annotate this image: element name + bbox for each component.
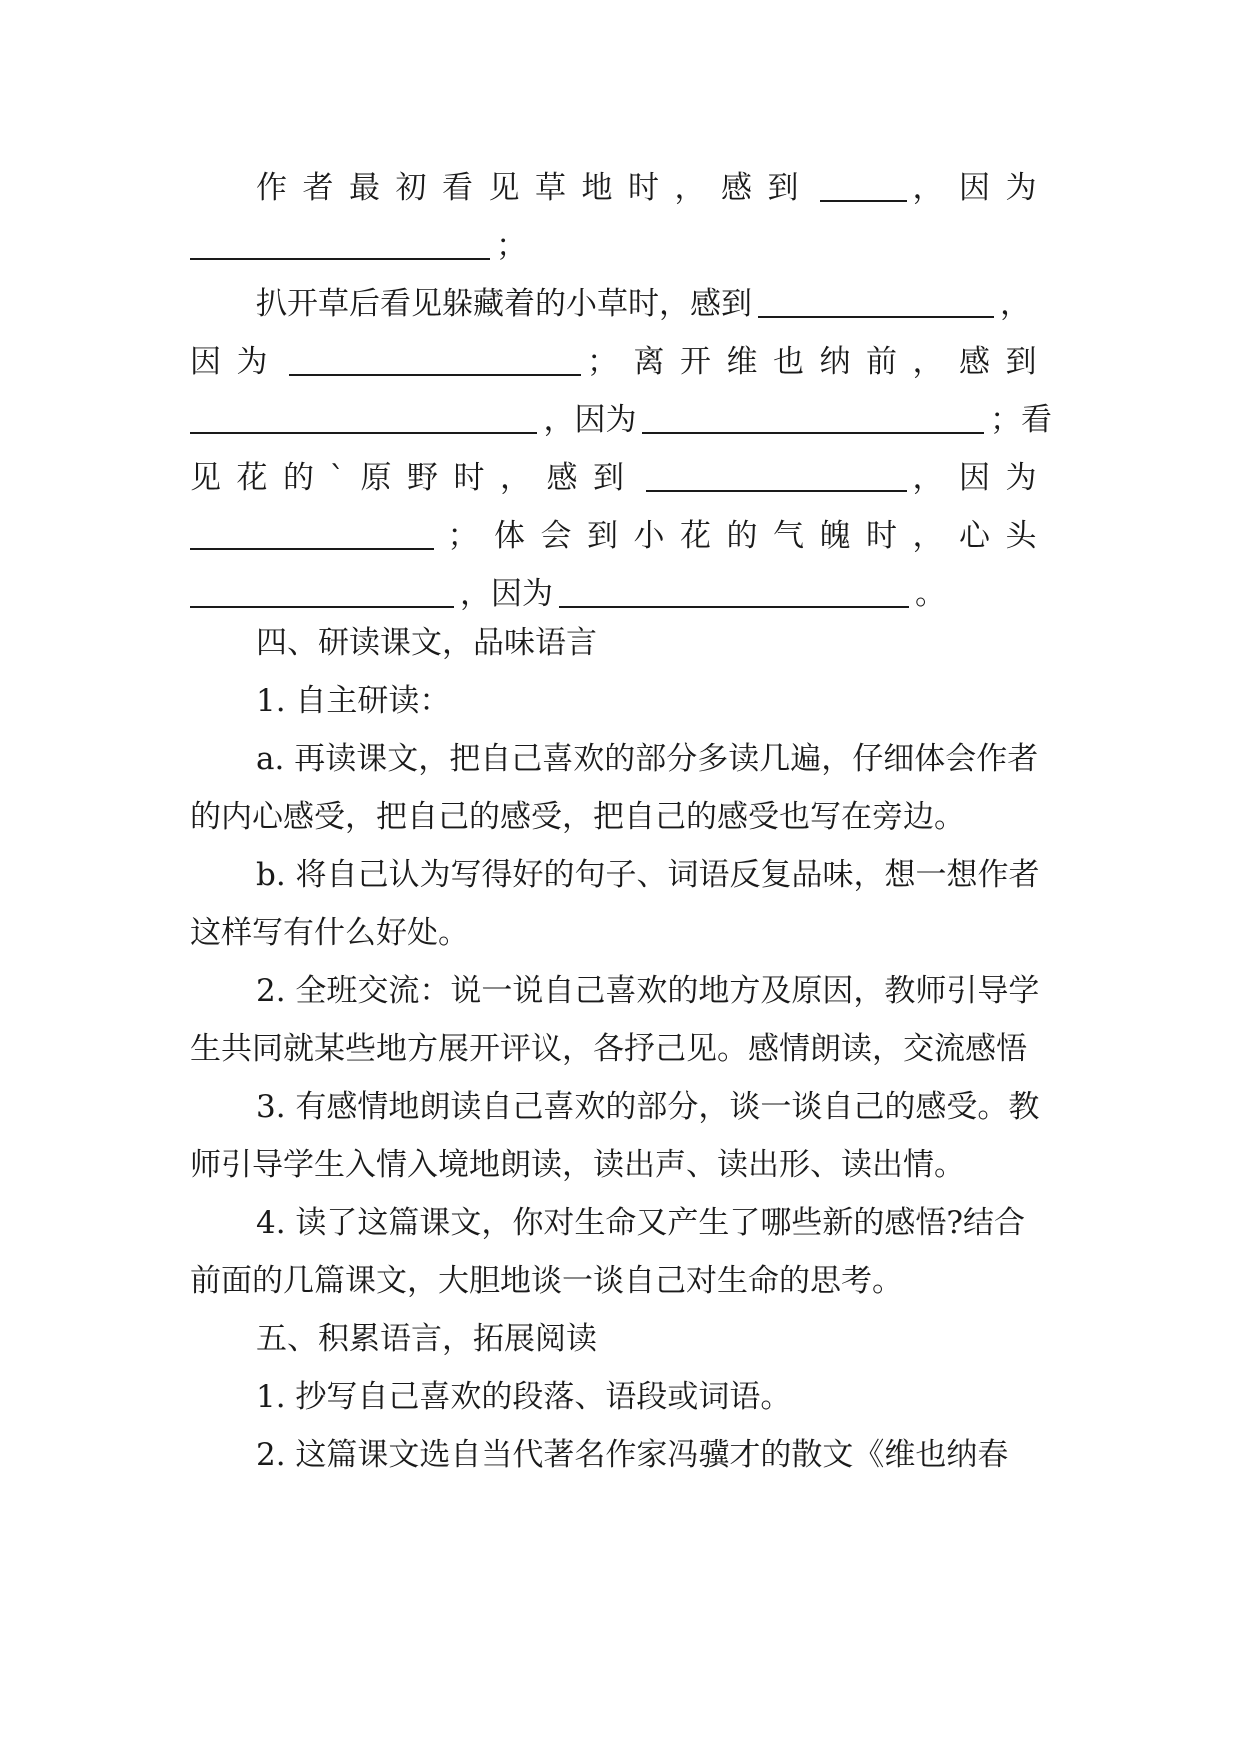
fill-text: 见花的`原野时，感到 — [190, 460, 640, 496]
fill-text: ，因为 — [460, 576, 553, 612]
fill-text: ，因为 — [543, 402, 637, 438]
answer-blank[interactable] — [190, 228, 490, 260]
section-4-item-3: 3. 有感情地朗读自己喜欢的部分，谈一谈自己的感受。教师引导学生入情入境地朗读，读出声、读出形、读出情。 — [190, 1089, 1040, 1183]
fill-text: ；体会到小花的气魄时，心头 — [447, 518, 1052, 554]
answer-blank[interactable] — [190, 402, 537, 434]
fill-text: 扒开草后看见躲藏着的小草时，感到 — [256, 286, 752, 322]
section-5-item-2: 2. 这篇课文选自当代著名作家冯骥才的散文《维也纳春 — [256, 1437, 1009, 1473]
section-4-item-1a: a. 再读课文，把自己喜欢的部分多读几遍，仔细体会作者的内心感受，把自己的感受，把自己的感受也写在旁边。 — [190, 741, 1039, 835]
answer-blank[interactable] — [820, 170, 907, 202]
fill-text: 。 — [915, 576, 946, 612]
answer-blank[interactable] — [559, 576, 909, 608]
answer-blank[interactable] — [758, 286, 994, 318]
fill-text: ；看 — [990, 402, 1052, 438]
fill-line-2 — [190, 208, 1052, 266]
section-4 — [190, 614, 1052, 1310]
fill-line-7 — [190, 498, 1052, 556]
answer-blank[interactable] — [190, 518, 434, 550]
answer-blank[interactable] — [289, 344, 581, 376]
document-page — [190, 150, 1052, 1484]
section-4-item-2: 2. 全班交流：说一说自己喜欢的地方及原因，教师引导学生共同就某些地方展开评议，各抒己见。感情朗读，交流感悟 — [190, 973, 1040, 1067]
fill-line-1 — [190, 150, 1052, 208]
section-4-item-1-title: 1. 自主研读： — [256, 683, 451, 719]
fill-text: 因为 — [190, 344, 283, 380]
fill-text: ，因为 — [912, 460, 1052, 496]
answer-blank[interactable] — [190, 576, 454, 608]
fill-line-3 — [190, 266, 1052, 324]
fill-text: ；离开维也纳前，感到 — [587, 344, 1052, 380]
section-5 — [190, 1310, 1052, 1484]
fill-text: ； — [496, 228, 527, 264]
answer-blank[interactable] — [646, 460, 907, 492]
fill-line-6 — [190, 440, 1052, 498]
section-4-item-4: 4. 读了这篇课文，你对生命又产生了哪些新的感悟?结合前面的几篇课文，大胆地谈一谈自己对生命的思考。 — [190, 1205, 1026, 1299]
section-4-heading: 四、研读课文，品味语言 — [256, 625, 597, 661]
section-4-item-1b: b. 将自己认为写得好的句子、词语反复品味，想一想作者这样写有什么好处。 — [190, 857, 1040, 951]
fill-line-8 — [190, 556, 1052, 614]
fill-text: ， — [1000, 286, 1031, 322]
fill-line-5 — [190, 382, 1052, 440]
fill-text: ，因为 — [912, 170, 1052, 206]
fill-line-4 — [190, 324, 1052, 382]
fill-text: 作者最初看见草地时，感到 — [256, 170, 814, 206]
section-5-heading: 五、积累语言，拓展阅读 — [256, 1321, 597, 1357]
answer-blank[interactable] — [642, 402, 984, 434]
section-5-item-1: 1. 抄写自己喜欢的段落、语段或词语。 — [256, 1379, 792, 1415]
